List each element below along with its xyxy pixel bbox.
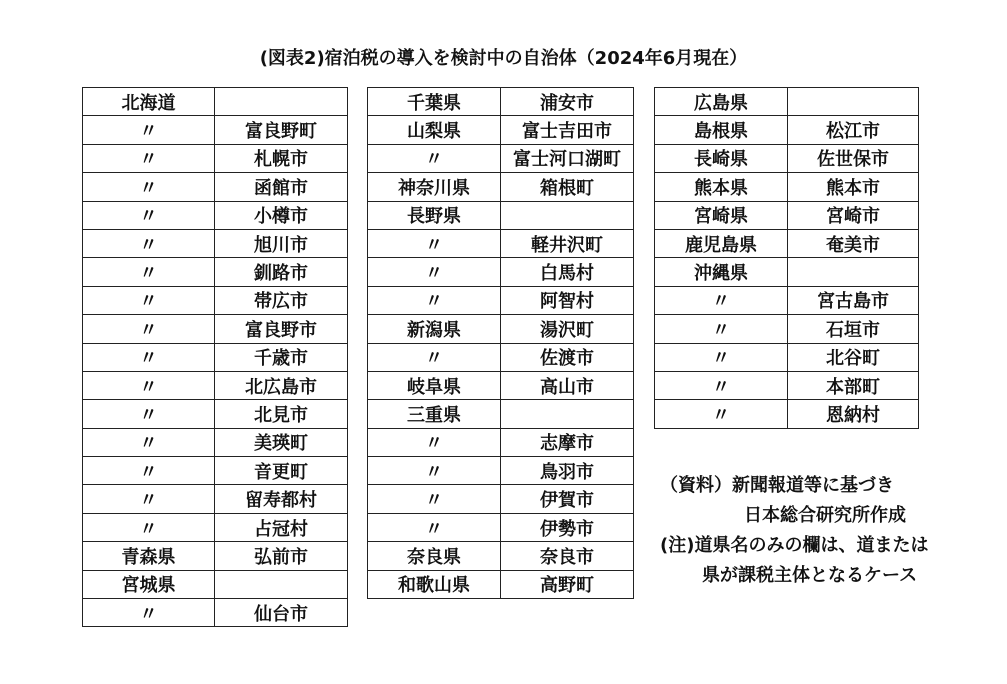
table-row xyxy=(83,371,348,399)
table-row xyxy=(368,116,634,144)
table-row xyxy=(655,116,919,144)
prefecture-cell: 〃 xyxy=(83,485,215,513)
prefecture-cell: 〃 xyxy=(83,371,215,399)
prefecture-cell: 〃 xyxy=(83,513,215,541)
municipality-cell: 松江市 xyxy=(788,116,919,144)
prefecture-cell: 山梨県 xyxy=(368,116,501,144)
municipality-cell: 富士吉田市 xyxy=(501,116,634,144)
prefecture-cell: 宮崎県 xyxy=(655,201,788,229)
prefecture-cell: 〃 xyxy=(83,201,215,229)
table-row xyxy=(368,201,634,229)
prefecture-cell: 〃 xyxy=(83,428,215,456)
prefecture-cell: 〃 xyxy=(368,485,501,513)
municipality-cell: 佐世保市 xyxy=(788,144,919,172)
prefecture-cell: 〃 xyxy=(83,599,215,627)
table-row xyxy=(83,485,348,513)
prefecture-cell: 〃 xyxy=(83,343,215,371)
prefecture-cell: 長野県 xyxy=(368,201,501,229)
municipality-cell: 札幌市 xyxy=(215,144,348,172)
municipality-table-3 xyxy=(654,87,919,429)
table-row xyxy=(368,570,634,598)
municipality-cell xyxy=(501,201,634,229)
prefecture-cell: 岐阜県 xyxy=(368,371,501,399)
table-row xyxy=(368,457,634,485)
municipality-cell: 本部町 xyxy=(788,371,919,399)
prefecture-cell: 〃 xyxy=(655,315,788,343)
footnote-line-1: (注)道県名のみの欄は、道または xyxy=(660,535,929,556)
prefecture-cell: 北海道 xyxy=(83,88,215,116)
table-row xyxy=(83,286,348,314)
prefecture-cell: 〃 xyxy=(368,286,501,314)
table-row xyxy=(83,116,348,144)
municipality-cell: 富士河口湖町 xyxy=(501,144,634,172)
municipality-cell: 函館市 xyxy=(215,173,348,201)
footnote-line-2: 県が課税主体となるケース xyxy=(702,565,918,586)
prefecture-cell: 〃 xyxy=(368,428,501,456)
municipality-cell: 高野町 xyxy=(501,570,634,598)
municipality-table-1 xyxy=(82,87,348,627)
prefecture-cell: 〃 xyxy=(368,513,501,541)
table-row xyxy=(83,201,348,229)
table-row xyxy=(83,258,348,286)
municipality-cell: 奈良市 xyxy=(501,542,634,570)
table-row xyxy=(83,173,348,201)
table-row xyxy=(368,144,634,172)
municipality-cell: 音更町 xyxy=(215,457,348,485)
prefecture-cell: 島根県 xyxy=(655,116,788,144)
table-row xyxy=(655,229,919,257)
prefecture-cell: 長崎県 xyxy=(655,144,788,172)
municipality-cell: 伊勢市 xyxy=(501,513,634,541)
prefecture-cell: 奈良県 xyxy=(368,542,501,570)
table-row xyxy=(655,173,919,201)
municipality-cell xyxy=(788,88,919,116)
municipality-cell: 志摩市 xyxy=(501,428,634,456)
prefecture-cell: 〃 xyxy=(368,343,501,371)
prefecture-cell: 〃 xyxy=(368,457,501,485)
table-row xyxy=(83,229,348,257)
table-row xyxy=(368,258,634,286)
municipality-cell: 佐渡市 xyxy=(501,343,634,371)
table-row xyxy=(83,88,348,116)
municipality-cell xyxy=(215,570,348,598)
municipality-cell xyxy=(788,258,919,286)
table-row xyxy=(83,599,348,627)
table-row xyxy=(655,343,919,371)
table-row xyxy=(83,144,348,172)
table-row xyxy=(83,542,348,570)
prefecture-cell: 〃 xyxy=(368,229,501,257)
municipality-cell: 鳥羽市 xyxy=(501,457,634,485)
municipality-cell: 白馬村 xyxy=(501,258,634,286)
prefecture-cell: 〃 xyxy=(655,400,788,428)
municipality-cell xyxy=(501,400,634,428)
notes-block xyxy=(660,471,928,591)
prefecture-cell: 〃 xyxy=(655,286,788,314)
municipality-cell: 箱根町 xyxy=(501,173,634,201)
municipality-cell: 釧路市 xyxy=(215,258,348,286)
table-row xyxy=(83,400,348,428)
municipality-cell: 弘前市 xyxy=(215,542,348,570)
prefecture-cell: 千葉県 xyxy=(368,88,501,116)
municipality-cell: 富良野市 xyxy=(215,315,348,343)
table-row xyxy=(655,400,919,428)
prefecture-cell: 新潟県 xyxy=(368,315,501,343)
table-row xyxy=(368,286,634,314)
table-row xyxy=(368,371,634,399)
prefecture-cell: 〃 xyxy=(83,286,215,314)
municipality-cell: 軽井沢町 xyxy=(501,229,634,257)
municipality-table-2 xyxy=(367,87,634,599)
table-row xyxy=(83,457,348,485)
municipality-cell: 石垣市 xyxy=(788,315,919,343)
municipality-cell: 美瑛町 xyxy=(215,428,348,456)
table-row xyxy=(83,343,348,371)
prefecture-cell: 熊本県 xyxy=(655,173,788,201)
table-row xyxy=(83,428,348,456)
municipality-cell: 仙台市 xyxy=(215,599,348,627)
table-row xyxy=(368,428,634,456)
table-row xyxy=(368,343,634,371)
prefecture-cell: 〃 xyxy=(83,116,215,144)
prefecture-cell: 〃 xyxy=(368,144,501,172)
municipality-cell: 北広島市 xyxy=(215,371,348,399)
table-row xyxy=(368,542,634,570)
municipality-cell: 宮崎市 xyxy=(788,201,919,229)
prefecture-cell: 〃 xyxy=(83,258,215,286)
municipality-cell: 伊賀市 xyxy=(501,485,634,513)
prefecture-cell: 宮城県 xyxy=(83,570,215,598)
prefecture-cell: 〃 xyxy=(655,371,788,399)
prefecture-cell: 〃 xyxy=(83,315,215,343)
municipality-cell: 高山市 xyxy=(501,371,634,399)
table-row xyxy=(655,258,919,286)
prefecture-cell: 青森県 xyxy=(83,542,215,570)
prefecture-cell: 〃 xyxy=(655,343,788,371)
municipality-cell xyxy=(215,88,348,116)
table-row xyxy=(368,229,634,257)
prefecture-cell: 沖縄県 xyxy=(655,258,788,286)
municipality-cell: 阿智村 xyxy=(501,286,634,314)
table-row xyxy=(368,513,634,541)
prefecture-cell: 〃 xyxy=(83,144,215,172)
table-row xyxy=(655,88,919,116)
municipality-cell: 湯沢町 xyxy=(501,315,634,343)
prefecture-cell: 広島県 xyxy=(655,88,788,116)
municipality-cell: 帯広市 xyxy=(215,286,348,314)
table-row xyxy=(655,315,919,343)
prefecture-cell: 〃 xyxy=(83,457,215,485)
prefecture-cell: 神奈川県 xyxy=(368,173,501,201)
municipality-cell: 小樽市 xyxy=(215,201,348,229)
municipality-cell: 北谷町 xyxy=(788,343,919,371)
prefecture-cell: 〃 xyxy=(83,173,215,201)
table-row xyxy=(655,286,919,314)
table-row xyxy=(368,400,634,428)
municipality-cell: 浦安市 xyxy=(501,88,634,116)
prefecture-cell: 〃 xyxy=(83,229,215,257)
source-note-line-2: 日本総合研究所作成 xyxy=(744,505,906,526)
prefecture-cell: 三重県 xyxy=(368,400,501,428)
prefecture-cell: 鹿児島県 xyxy=(655,229,788,257)
municipality-cell: 奄美市 xyxy=(788,229,919,257)
municipality-cell: 千歳市 xyxy=(215,343,348,371)
table-row xyxy=(368,315,634,343)
municipality-cell: 占冠村 xyxy=(215,513,348,541)
municipality-cell: 旭川市 xyxy=(215,229,348,257)
prefecture-cell: 和歌山県 xyxy=(368,570,501,598)
municipality-cell: 富良野町 xyxy=(215,116,348,144)
table-row xyxy=(83,570,348,598)
table-row xyxy=(655,371,919,399)
table-row xyxy=(368,173,634,201)
figure-title: (図表2)宿泊税の導入を検討中の自治体（2024年6月現在） xyxy=(259,48,748,69)
table-row xyxy=(368,485,634,513)
table-row xyxy=(83,513,348,541)
municipality-cell: 宮古島市 xyxy=(788,286,919,314)
municipality-cell: 留寿都村 xyxy=(215,485,348,513)
prefecture-cell: 〃 xyxy=(83,400,215,428)
table-row xyxy=(655,201,919,229)
table-row xyxy=(368,88,634,116)
table-row xyxy=(83,315,348,343)
municipality-cell: 熊本市 xyxy=(788,173,919,201)
prefecture-cell: 〃 xyxy=(368,258,501,286)
municipality-cell: 恩納村 xyxy=(788,400,919,428)
municipality-cell: 北見市 xyxy=(215,400,348,428)
source-note-line-1: （資料）新聞報道等に基づき xyxy=(660,475,894,496)
table-row xyxy=(655,144,919,172)
